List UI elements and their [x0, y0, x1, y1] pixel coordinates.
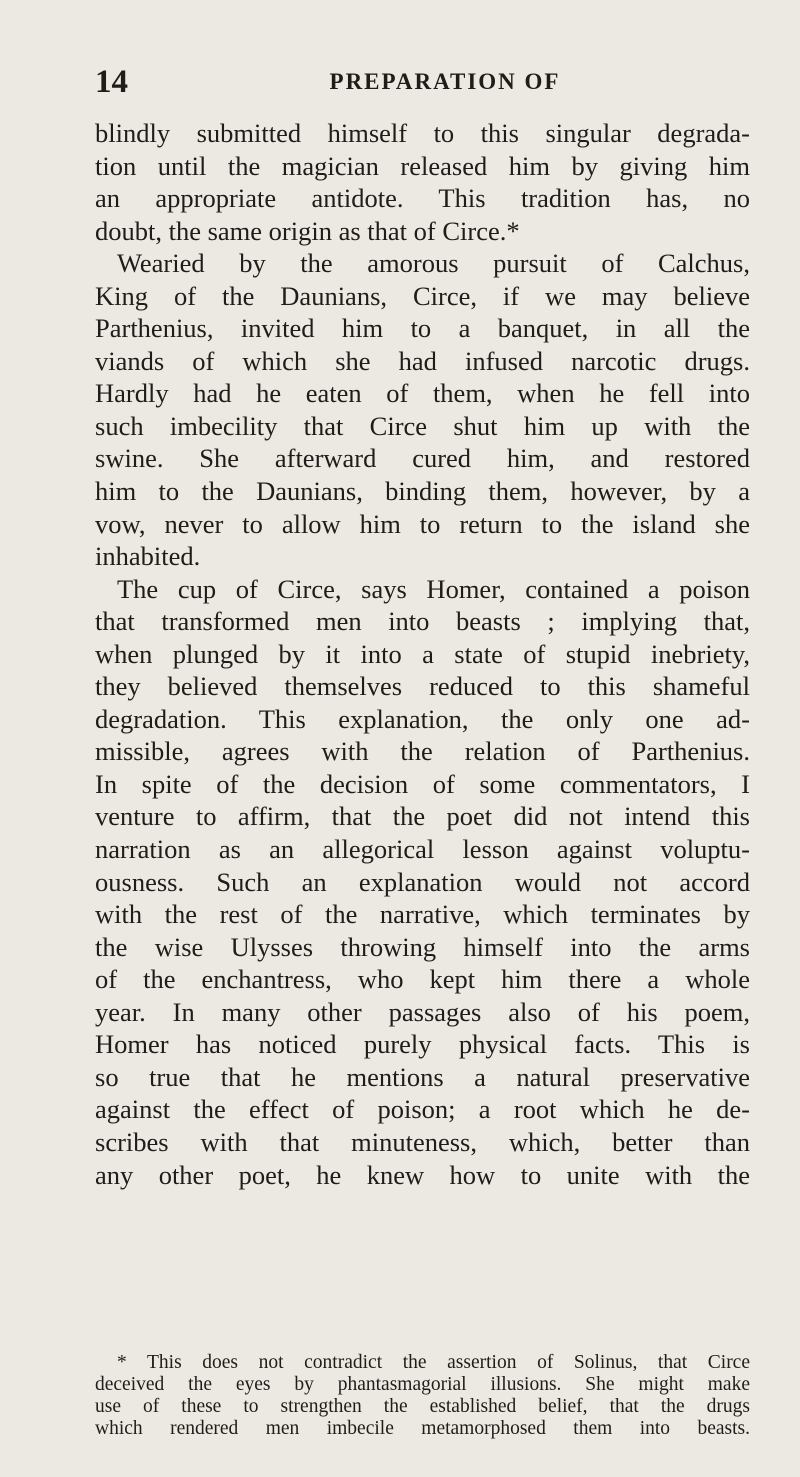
text-line: with the rest of the narrative, which terminates by — [95, 899, 750, 930]
text-line: Parthenius, invited him to a banquet, in all the — [95, 313, 750, 344]
text-line: when plunged by it into a state of stupid inebriety, — [95, 638, 750, 669]
footnote-line: which rendered men imbecile metamorphosed them into beasts. — [95, 1418, 750, 1439]
text-line: King of the Daunians, Circe, if we may believe — [95, 280, 750, 311]
running-head — [95, 62, 755, 102]
text-line: ousness. Such an explanation would not accord — [95, 866, 750, 897]
text-line: scribes with that minuteness, which, better than — [95, 1126, 750, 1157]
text-line: The cup of Circe, says Homer, contained a poison — [117, 573, 750, 604]
text-line: In spite of the decision of some commentators, I — [95, 768, 750, 799]
text-line: Homer has noticed purely physical facts. This is — [95, 1029, 750, 1060]
text-line: against the effect of poison; a root which he de- — [95, 1094, 750, 1125]
text-line: year. In many other passages also of his poem, — [95, 996, 750, 1027]
text-line: him to the Daunians, binding them, however, by a — [95, 476, 750, 507]
text-line: degradation. This explanation, the only one ad- — [95, 703, 750, 734]
text-line: missible, agrees with the relation of Parthenius. — [95, 736, 750, 767]
body-text — [95, 117, 750, 1191]
text-line: blindly submitted himself to this singular degrada- — [95, 118, 750, 148]
text-line: venture to affirm, that the poet did not intend this — [95, 801, 750, 832]
text-line: the wise Ulysses throwing himself into the arms — [95, 931, 750, 962]
text-line: that transformed men into beasts ; implying that, — [95, 606, 750, 637]
footnote-line: * This does not contradict the assertion of Solinus, that Circe — [117, 1352, 750, 1373]
page-number: 14 — [95, 64, 128, 100]
text-line: any other poet, he knew how to unite with the — [95, 1159, 750, 1190]
text-line: tion until the magician released him by giving him — [95, 150, 750, 181]
footnote-line: deceived the eyes by phantasmagorial illusions. She might make — [95, 1374, 750, 1395]
text-line: inhabited. — [95, 541, 201, 572]
text-line: viands of which she had infused narcotic drugs. — [95, 345, 750, 376]
text-line: Wearied by the amorous pursuit of Calchus, — [117, 248, 750, 279]
text-line: vow, never to allow him to return to the island she — [95, 508, 750, 539]
text-line: so true that he mentions a natural preservative — [95, 1061, 750, 1092]
text-line: swine. She afterward cured him, and restored — [95, 443, 750, 474]
footnote-line: use of these to strengthen the established belief, that the drugs — [95, 1396, 750, 1417]
footnote — [95, 1352, 750, 1440]
running-title: PREPARATION OF — [329, 69, 561, 94]
text-line: such imbecility that Circe shut him up with the — [95, 410, 750, 441]
text-line: they believed themselves reduced to this shameful — [95, 671, 750, 702]
text-line: an appropriate antidote. This tradition has, no — [95, 183, 750, 214]
text-line: doubt, the same origin as that of Circe.* — [95, 215, 520, 246]
text-line: Hardly had he eaten of them, when he fell into — [95, 378, 750, 409]
text-line: of the enchantress, who kept him there a whole — [95, 964, 750, 995]
text-line: narration as an allegorical lesson against voluptu- — [95, 834, 750, 865]
